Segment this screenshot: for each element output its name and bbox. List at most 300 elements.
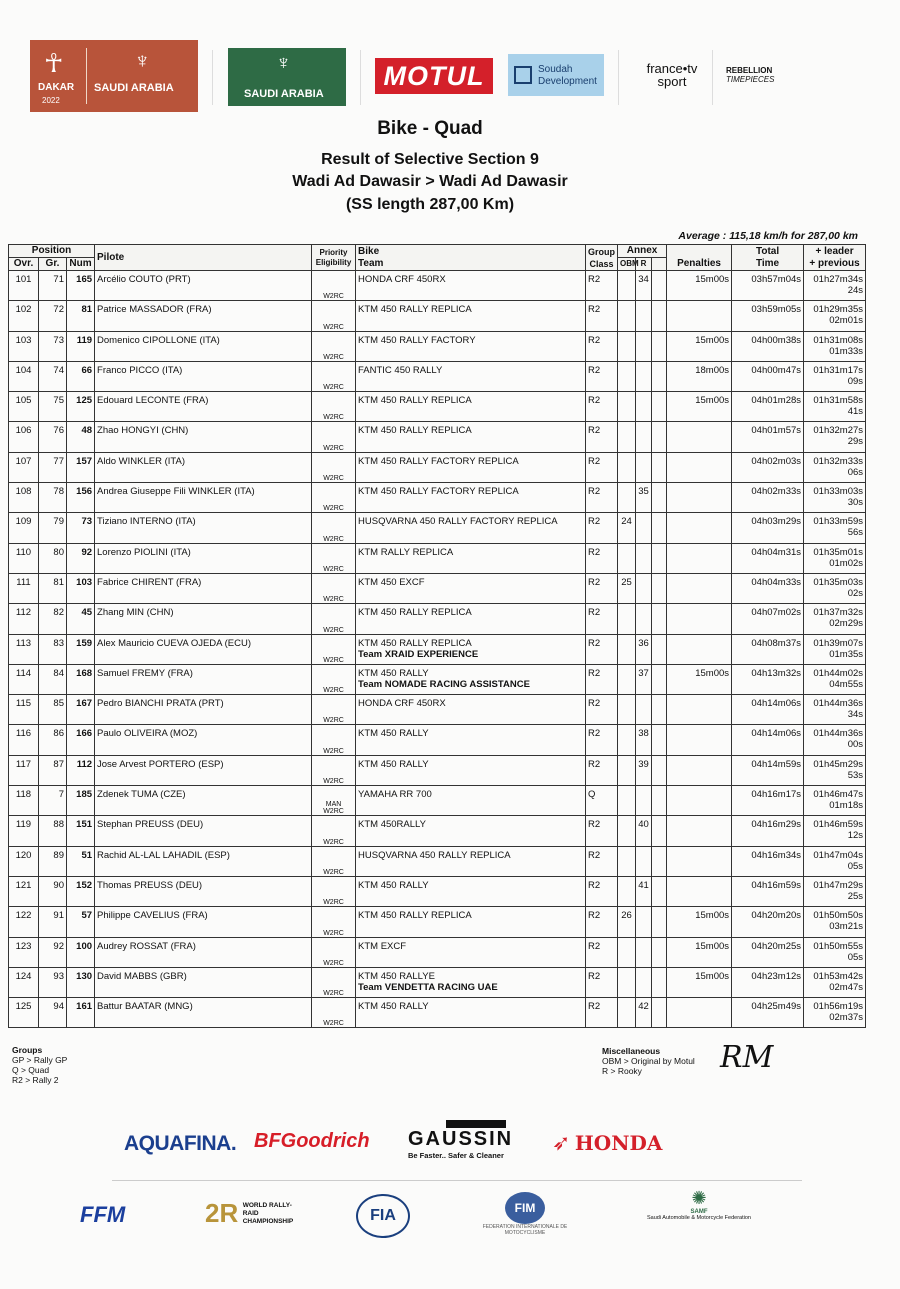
table-row xyxy=(9,543,866,573)
total-time-cell: 04h01m28s xyxy=(732,392,804,422)
previous-gap: 02s xyxy=(847,587,864,599)
bike-label: KTM 450 RALLY xyxy=(358,879,429,891)
num-cell: 185 xyxy=(67,786,95,816)
palm-icon: ♆ xyxy=(276,52,291,74)
eligibility-cell xyxy=(312,301,356,331)
table-row xyxy=(9,422,866,452)
team-label: Team VENDETTA RACING UAE xyxy=(358,981,498,993)
total-time-cell: 04h13m32s xyxy=(732,664,804,694)
eligibility-label: MAN xyxy=(325,801,342,809)
ovr-cell: 101 xyxy=(9,271,39,301)
rooky-cell xyxy=(636,846,652,876)
ovr-cell: 122 xyxy=(9,907,39,937)
class-cell: R2 xyxy=(586,664,618,694)
bike-cell xyxy=(356,876,586,906)
previous-gap: 01m33s xyxy=(829,345,864,357)
gap-cell xyxy=(804,998,866,1028)
gr-cell: 88 xyxy=(39,816,67,846)
bike-cell xyxy=(356,816,586,846)
class-cell: R2 xyxy=(586,604,618,634)
gap-cell xyxy=(804,786,866,816)
gap-cell xyxy=(804,543,866,573)
eligibility-cell xyxy=(312,361,356,391)
penalties-cell xyxy=(667,634,732,664)
eligibility-label: W2RC xyxy=(323,414,344,422)
obm-cell xyxy=(618,452,636,482)
samf-logo: ✺ SAMF Saudi Automobile & Motorcycle Federation xyxy=(634,1188,764,1222)
bike-label: HONDA CRF 450RX xyxy=(358,698,446,710)
eligibility-label: W2RC xyxy=(323,535,344,543)
gap-cell xyxy=(804,967,866,997)
num-cell: 130 xyxy=(67,967,95,997)
table-row xyxy=(9,967,866,997)
rooky-cell xyxy=(636,937,652,967)
num-cell: 92 xyxy=(67,543,95,573)
gr-cell: 82 xyxy=(39,604,67,634)
leader-gap: 01h46m59s xyxy=(813,819,864,831)
previous-gap: 05s xyxy=(847,951,864,963)
bike-cell xyxy=(356,452,586,482)
gr-cell: 94 xyxy=(39,998,67,1028)
gr-cell: 81 xyxy=(39,573,67,603)
table-row xyxy=(9,998,866,1028)
num-cell: 73 xyxy=(67,513,95,543)
eligibility-label: W2RC xyxy=(323,1020,344,1028)
annex-extra-cell xyxy=(652,634,667,664)
pilote-cell: Philippe CAVELIUS (FRA) xyxy=(95,907,312,937)
ovr-cell: 123 xyxy=(9,937,39,967)
rooky-cell: 37 xyxy=(636,664,652,694)
bike-label: FANTIC 450 RALLY xyxy=(358,364,443,376)
position-header: Position xyxy=(9,245,95,258)
pilote-cell: Arcélio COUTO (PRT) xyxy=(95,271,312,301)
eligibility-label: W2RC xyxy=(323,596,344,604)
table-row xyxy=(9,876,866,906)
class-cell: R2 xyxy=(586,543,618,573)
leader-gap: 01h44m36s xyxy=(813,728,864,740)
annex-extra-cell xyxy=(652,695,667,725)
pilote-cell: Edouard LECONTE (FRA) xyxy=(95,392,312,422)
gap-cell xyxy=(804,846,866,876)
eligibility-label: W2RC xyxy=(323,444,344,452)
bike-cell xyxy=(356,301,586,331)
pilote-cell: Stephan PREUSS (DEU) xyxy=(95,816,312,846)
class-cell: R2 xyxy=(586,998,618,1028)
eligibility-cell xyxy=(312,816,356,846)
gap-cell xyxy=(804,725,866,755)
total-time-cell: 04h00m47s xyxy=(732,361,804,391)
bike-cell xyxy=(356,543,586,573)
obm-cell xyxy=(618,331,636,361)
eligibility-label: W2RC xyxy=(323,323,344,331)
category-title: Bike - Quad xyxy=(377,118,483,139)
class-cell: R2 xyxy=(586,271,618,301)
obm-cell xyxy=(618,937,636,967)
obm-cell xyxy=(618,604,636,634)
rooky-cell: 40 xyxy=(636,816,652,846)
class-cell: R2 xyxy=(586,452,618,482)
bike-label: KTM RALLY REPLICA xyxy=(358,546,454,558)
total-time-header: Total Time xyxy=(732,245,804,271)
bike-team-header: Bike Team xyxy=(356,245,586,271)
previous-gap: 02m01s xyxy=(829,315,864,327)
bike-label: KTM 450 RALLY REPLICA xyxy=(358,425,472,437)
gr-cell: 92 xyxy=(39,937,67,967)
eligibility-cell xyxy=(312,967,356,997)
leader-gap: 01h37m32s xyxy=(813,607,864,619)
num-cell: 157 xyxy=(67,452,95,482)
eligibility-cell xyxy=(312,907,356,937)
penalties-cell xyxy=(667,786,732,816)
pilote-cell: Jose Arvest PORTERO (ESP) xyxy=(95,755,312,785)
obm-cell xyxy=(618,664,636,694)
annex-extra-cell xyxy=(652,543,667,573)
ovr-cell: 116 xyxy=(9,725,39,755)
previous-gap: 25s xyxy=(847,890,864,902)
bike-label: KTM 450 RALLY xyxy=(358,758,429,770)
pilote-cell: Rachid AL-LAL LAHADIL (ESP) xyxy=(95,846,312,876)
table-row xyxy=(9,301,866,331)
leader-gap: 01h35m01s xyxy=(813,546,864,558)
num-cell: 168 xyxy=(67,664,95,694)
bike-cell xyxy=(356,331,586,361)
class-cell: R2 xyxy=(586,816,618,846)
penalties-cell: 15m00s xyxy=(667,271,732,301)
leader-gap: 01h44m36s xyxy=(813,698,864,710)
w2rc-logo: 2R WORLD RALLY-RAID CHAMPIONSHIP xyxy=(205,1198,294,1228)
penalties-cell xyxy=(667,483,732,513)
previous-gap: 53s xyxy=(847,769,864,781)
gap-cell xyxy=(804,513,866,543)
previous-gap: 24s xyxy=(847,285,864,296)
pilote-cell: Fabrice CHIRENT (FRA) xyxy=(95,573,312,603)
motul-logo: MOTUL xyxy=(375,58,493,94)
total-time-cell: 03h59m05s xyxy=(732,301,804,331)
bike-label: KTM 450 RALLY xyxy=(358,667,429,679)
total-time-cell: 04h25m49s xyxy=(732,998,804,1028)
previous-gap: 06s xyxy=(847,466,864,478)
rooky-cell xyxy=(636,967,652,997)
total-time-cell: 04h23m12s xyxy=(732,967,804,997)
class-cell: R2 xyxy=(586,846,618,876)
leader-gap: 01h27m34s xyxy=(813,274,864,285)
penalties-cell xyxy=(667,725,732,755)
num-cell: 156 xyxy=(67,483,95,513)
class-cell: Q xyxy=(586,786,618,816)
total-time-cell: 03h57m04s xyxy=(732,271,804,301)
bike-cell xyxy=(356,786,586,816)
eligibility-label: W2RC xyxy=(323,353,344,361)
previous-gap: 00s xyxy=(847,739,864,751)
rebellion-logo: REBELLION TIMEPIECES xyxy=(726,66,775,84)
bike-label: KTM 450RALLY xyxy=(358,819,426,831)
honda-logo: ➶ HONDA xyxy=(552,1130,663,1155)
penalties-cell: 15m00s xyxy=(667,331,732,361)
obm-cell xyxy=(618,392,636,422)
bike-cell xyxy=(356,846,586,876)
eligibility-label: W2RC xyxy=(323,384,344,392)
pilote-header: Pilote xyxy=(95,245,312,271)
obm-cell xyxy=(618,543,636,573)
groups-legend: Groups GP > Rally GP Q > Quad R2 > Rally 2 xyxy=(12,1045,68,1085)
annex-extra-cell xyxy=(652,816,667,846)
table-row xyxy=(9,271,866,301)
rooky-cell xyxy=(636,301,652,331)
class-cell: R2 xyxy=(586,876,618,906)
pilote-cell: Thomas PREUSS (DEU) xyxy=(95,876,312,906)
gr-cell: 90 xyxy=(39,876,67,906)
obm-cell xyxy=(618,816,636,846)
num-cell: 103 xyxy=(67,573,95,603)
class-cell: R2 xyxy=(586,392,618,422)
total-time-cell: 04h00m38s xyxy=(732,331,804,361)
gap-cell xyxy=(804,755,866,785)
penalties-cell: 15m00s xyxy=(667,392,732,422)
signature: RM xyxy=(720,1040,774,1075)
leader-gap: 01h46m47s xyxy=(813,789,864,801)
pilote-cell: Zhao HONGYI (CHN) xyxy=(95,422,312,452)
gap-cell xyxy=(804,452,866,482)
total-time-cell: 04h02m03s xyxy=(732,452,804,482)
pilote-cell: Lorenzo PIOLINI (ITA) xyxy=(95,543,312,573)
leader-gap: 01h31m08s xyxy=(813,334,864,346)
rooky-cell: 36 xyxy=(636,634,652,664)
gap-cell xyxy=(804,422,866,452)
annex-extra-cell xyxy=(652,392,667,422)
gr-cell: 85 xyxy=(39,695,67,725)
average-speed: Average : 115,18 km/h for 287,00 km xyxy=(678,230,858,242)
rooky-cell xyxy=(636,907,652,937)
gap-cell xyxy=(804,271,866,301)
penalties-cell xyxy=(667,816,732,846)
eligibility-label: W2RC xyxy=(323,929,344,937)
gr-cell: 84 xyxy=(39,664,67,694)
annex-extra-cell xyxy=(652,604,667,634)
eligibility-label: W2RC xyxy=(323,990,344,998)
total-time-cell: 04h20m25s xyxy=(732,937,804,967)
bike-cell xyxy=(356,422,586,452)
gap-cell xyxy=(804,301,866,331)
rooky-cell: 35 xyxy=(636,483,652,513)
bike-cell xyxy=(356,513,586,543)
num-cell: 100 xyxy=(67,937,95,967)
ovr-cell: 108 xyxy=(9,483,39,513)
obm-cell xyxy=(618,483,636,513)
ovr-cell: 112 xyxy=(9,604,39,634)
fim-logo: FIM FEDERATION INTERNATIONALE DE MOTOCYCLISME xyxy=(470,1192,580,1236)
annex-extra-cell xyxy=(652,998,667,1028)
rooky-cell xyxy=(636,786,652,816)
annex-extra-cell xyxy=(652,786,667,816)
previous-gap: 01m35s xyxy=(829,648,864,660)
eligibility-cell xyxy=(312,725,356,755)
bike-cell xyxy=(356,755,586,785)
ovr-cell: 125 xyxy=(9,998,39,1028)
num-cell: 66 xyxy=(67,361,95,391)
fia-logo: FIA xyxy=(356,1194,410,1238)
annex-extra-cell xyxy=(652,907,667,937)
dakar-logo xyxy=(30,40,198,112)
bike-cell xyxy=(356,937,586,967)
eligibility-cell xyxy=(312,452,356,482)
gr-cell: 72 xyxy=(39,301,67,331)
group-class-header: Group Class xyxy=(586,245,618,271)
gr-cell: 7 xyxy=(39,786,67,816)
eligibility-cell xyxy=(312,331,356,361)
obm-cell xyxy=(618,422,636,452)
eligibility-label: W2RC xyxy=(323,293,344,301)
gr-cell: 77 xyxy=(39,452,67,482)
penalties-cell: 15m00s xyxy=(667,664,732,694)
eligibility-cell xyxy=(312,695,356,725)
previous-gap: 02m37s xyxy=(829,1012,864,1024)
bike-label: HUSQVARNA 450 RALLY REPLICA xyxy=(358,849,511,861)
leader-gap: 01h45m29s xyxy=(813,758,864,770)
total-time-cell: 04h16m59s xyxy=(732,876,804,906)
pilote-cell: Zdenek TUMA (CZE) xyxy=(95,786,312,816)
eligibility-header: Priority Eligibility xyxy=(312,245,356,271)
penalties-cell: 15m00s xyxy=(667,937,732,967)
gr-cell: 83 xyxy=(39,634,67,664)
class-cell: R2 xyxy=(586,755,618,785)
num-cell: 166 xyxy=(67,725,95,755)
eligibility-label: W2RC xyxy=(323,899,344,907)
rooky-cell: 38 xyxy=(636,725,652,755)
gap-cell xyxy=(804,937,866,967)
previous-gap: 12s xyxy=(847,830,864,842)
total-time-cell: 04h20m20s xyxy=(732,907,804,937)
bike-label: YAMAHA RR 700 xyxy=(358,789,432,801)
eligibility-cell xyxy=(312,755,356,785)
pilote-cell: Alex Mauricio CUEVA OJEDA (ECU) xyxy=(95,634,312,664)
annex-extra-cell xyxy=(652,664,667,694)
bike-label: HONDA CRF 450RX xyxy=(358,274,446,285)
total-time-cell: 04h04m31s xyxy=(732,543,804,573)
ovr-cell: 120 xyxy=(9,846,39,876)
previous-gap: 34s xyxy=(847,709,864,721)
pilote-cell: Tiziano INTERNO (ITA) xyxy=(95,513,312,543)
num-cell: 51 xyxy=(67,846,95,876)
obm-cell xyxy=(618,301,636,331)
gap-cell xyxy=(804,695,866,725)
eligibility-cell xyxy=(312,634,356,664)
misc-legend: Miscellaneous OBM > Original by Motul R > Rooky xyxy=(602,1046,695,1076)
gr-cell: 91 xyxy=(39,907,67,937)
bike-label: KTM 450 RALLY REPLICA xyxy=(358,607,472,619)
total-time-cell: 04h02m33s xyxy=(732,483,804,513)
ovr-cell: 109 xyxy=(9,513,39,543)
bike-label: KTM 450 RALLY FACTORY REPLICA xyxy=(358,486,519,498)
bike-cell xyxy=(356,271,586,301)
table-row xyxy=(9,634,866,664)
leader-gap: 01h35m03s xyxy=(813,576,864,588)
gr-cell: 71 xyxy=(39,271,67,301)
obm-cell xyxy=(618,786,636,816)
annex-extra-cell xyxy=(652,361,667,391)
bike-cell xyxy=(356,361,586,391)
rider-icon: ☥ xyxy=(44,48,64,78)
eligibility-cell xyxy=(312,543,356,573)
annex-extra-cell xyxy=(652,755,667,785)
rooky-cell xyxy=(636,422,652,452)
annex-extra-cell xyxy=(652,422,667,452)
eligibility-label: W2RC xyxy=(323,626,344,634)
soudah-icon xyxy=(514,66,532,84)
bike-label: KTM 450 RALLY FACTORY xyxy=(358,334,476,346)
class-cell: R2 xyxy=(586,573,618,603)
total-time-cell: 04h04m33s xyxy=(732,573,804,603)
eligibility-label: W2RC xyxy=(323,505,344,513)
saudi-arabia-logo: ♆ SAUDI ARABIA xyxy=(228,48,346,106)
ovr-cell: 106 xyxy=(9,422,39,452)
gr-cell: 73 xyxy=(39,331,67,361)
section-title: Result of Selective Section 9 xyxy=(321,151,539,168)
annex-extra-cell xyxy=(652,452,667,482)
annex-extra-cell xyxy=(652,301,667,331)
num-cell: 112 xyxy=(67,755,95,785)
gap-header: + leader + previous xyxy=(804,245,866,271)
class-cell: R2 xyxy=(586,907,618,937)
leader-gap: 01h47m04s xyxy=(813,849,864,861)
obm-cell xyxy=(618,755,636,785)
previous-gap: 30s xyxy=(847,497,864,509)
obm-cell: 24 xyxy=(618,513,636,543)
gr-cell: 75 xyxy=(39,392,67,422)
annex-extra-cell xyxy=(652,876,667,906)
total-time-cell: 04h16m17s xyxy=(732,786,804,816)
bike-label: KTM 450 EXCF xyxy=(358,576,425,588)
dakar-year: 2022 xyxy=(42,96,60,105)
ovr-cell: 115 xyxy=(9,695,39,725)
eligibility-label: W2RC xyxy=(323,656,344,664)
penalties-cell: 15m00s xyxy=(667,967,732,997)
penalties-cell xyxy=(667,301,732,331)
table-row xyxy=(9,664,866,694)
dakar-country: SAUDI ARABIA xyxy=(94,82,174,94)
annex-extra-cell xyxy=(652,483,667,513)
ovr-cell: 105 xyxy=(9,392,39,422)
obm-cell xyxy=(618,967,636,997)
rooky-cell xyxy=(636,543,652,573)
ovr-cell: 113 xyxy=(9,634,39,664)
num-cell: 125 xyxy=(67,392,95,422)
gaussin-logo: GAUSSIN Be Faster.. Safer & Cleaner xyxy=(408,1120,513,1160)
pilote-cell: Zhang MIN (CHN) xyxy=(95,604,312,634)
bike-cell xyxy=(356,604,586,634)
total-time-cell: 04h14m06s xyxy=(732,695,804,725)
route-title: Wadi Ad Dawasir > Wadi Ad Dawasir xyxy=(292,173,568,190)
previous-gap: 02m47s xyxy=(829,981,864,993)
pilote-cell: Andrea Giuseppe Fili WINKLER (ITA) xyxy=(95,483,312,513)
num-cell: 81 xyxy=(67,301,95,331)
num-cell: 167 xyxy=(67,695,95,725)
pilote-cell: Pedro BIANCHI PRATA (PRT) xyxy=(95,695,312,725)
table-row xyxy=(9,392,866,422)
bike-label: KTM 450 RALLY REPLICA xyxy=(358,910,472,922)
gaussin-icon xyxy=(446,1120,506,1128)
rooky-cell xyxy=(636,573,652,603)
class-cell: R2 xyxy=(586,725,618,755)
leader-gap: 01h29m35s xyxy=(813,304,864,316)
leader-gap: 01h50m50s xyxy=(813,910,864,922)
bike-cell xyxy=(356,483,586,513)
bfgoodrich-logo: BFGoodrich xyxy=(254,1130,370,1152)
eligibility-label: W2RC xyxy=(323,717,344,725)
pilote-cell: Paulo OLIVEIRA (MOZ) xyxy=(95,725,312,755)
penalties-cell xyxy=(667,452,732,482)
ovr-cell: 117 xyxy=(9,755,39,785)
obm-cell xyxy=(618,271,636,301)
